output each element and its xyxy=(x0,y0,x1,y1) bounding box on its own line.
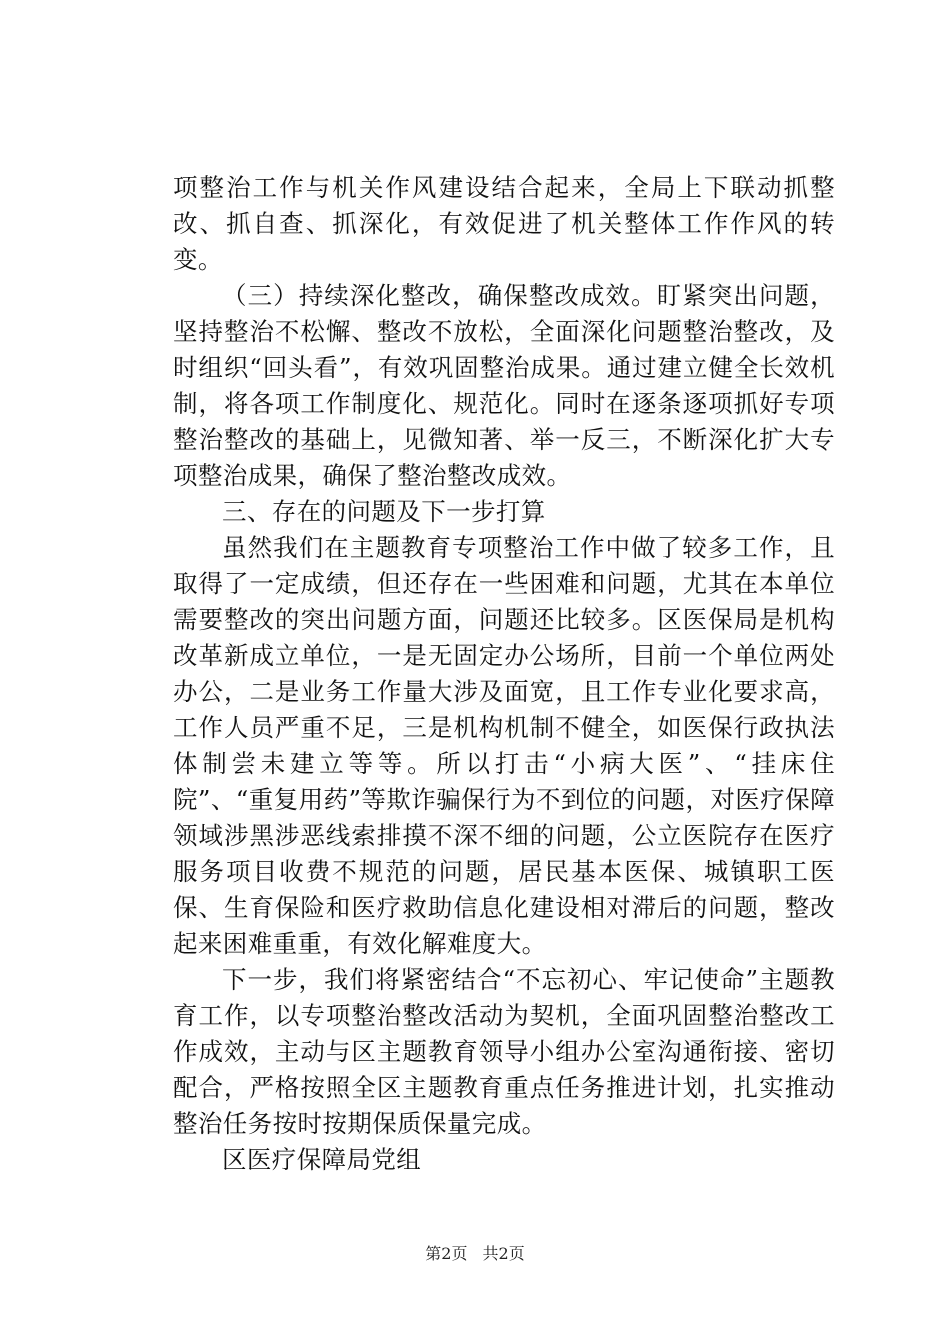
page-number-current: 第2页 xyxy=(425,1244,468,1263)
section-heading: 三、存在的问题及下一步打算 xyxy=(222,497,546,526)
page-number-total: 共2页 xyxy=(482,1244,525,1263)
paragraph-continuation: 项整治工作与机关作风建设结合起来，全局上下联动抓整改、抓自查、抓深化，有效促进了机关整体工作作风的转变。 xyxy=(173,173,835,274)
paragraph-section-three-sub: （三）持续深化整改，确保整改成效。盯紧突出问题，坚持整治不松懈、整改不放松，全面深化问题整治整改，及时组织“回头看”，有效巩固整治成果。通过建立健全长效机制，将各项工作制度化、规范化。同时在逐条逐项抓好专项整治整改的基础上，见微知著、举一反三，不断深化扩大专项整治成果，确保了整治整改成效。 xyxy=(173,281,835,490)
paragraph-problems: 虽然我们在主题教育专项整治工作中做了较多工作，且取得了一定成绩，但还存在一些困难和问题，尤其在本单位需要整改的突出问题方面，问题还比较多。区医保局是机构改革新成立单位，一是无固定办公场所，目前一个单位两处办公，二是业务工作量大涉及面宽，且工作专业化要求高，工作人员严重不足，三是机构机制不健全，如医保行政执法体制尝未建立等等。所以打击“小病大医”、“挂床住院”、“重复用药”等欺诈骗保行为不到位的问题，对医疗保障领域涉黑涉恶线索排摸不深不细的问题，公立医院存在医疗服务项目收费不规范的问题，居民基本医保、城镇职工医保、生育保险和医疗救助信息化建设相对滞后的问题，整改起来困难重重，有效化解难度大。 xyxy=(173,533,835,958)
paragraph-next-steps: 下一步，我们将紧密结合“不忘初心、牢记使命”主题教育工作，以专项整治整改活动为契机，全面巩固整治整改工作成效，主动与区主题教育领导小组办公室沟通衔接、密切配合，严格按照全区主题教育重点任务推进计划，扎实推动整治任务按时按期保质保量完成。 xyxy=(173,965,835,1138)
signature-organization: 区医疗保障局党组 xyxy=(222,1145,422,1174)
page-footer xyxy=(0,1244,950,1264)
document-body xyxy=(173,170,835,1178)
